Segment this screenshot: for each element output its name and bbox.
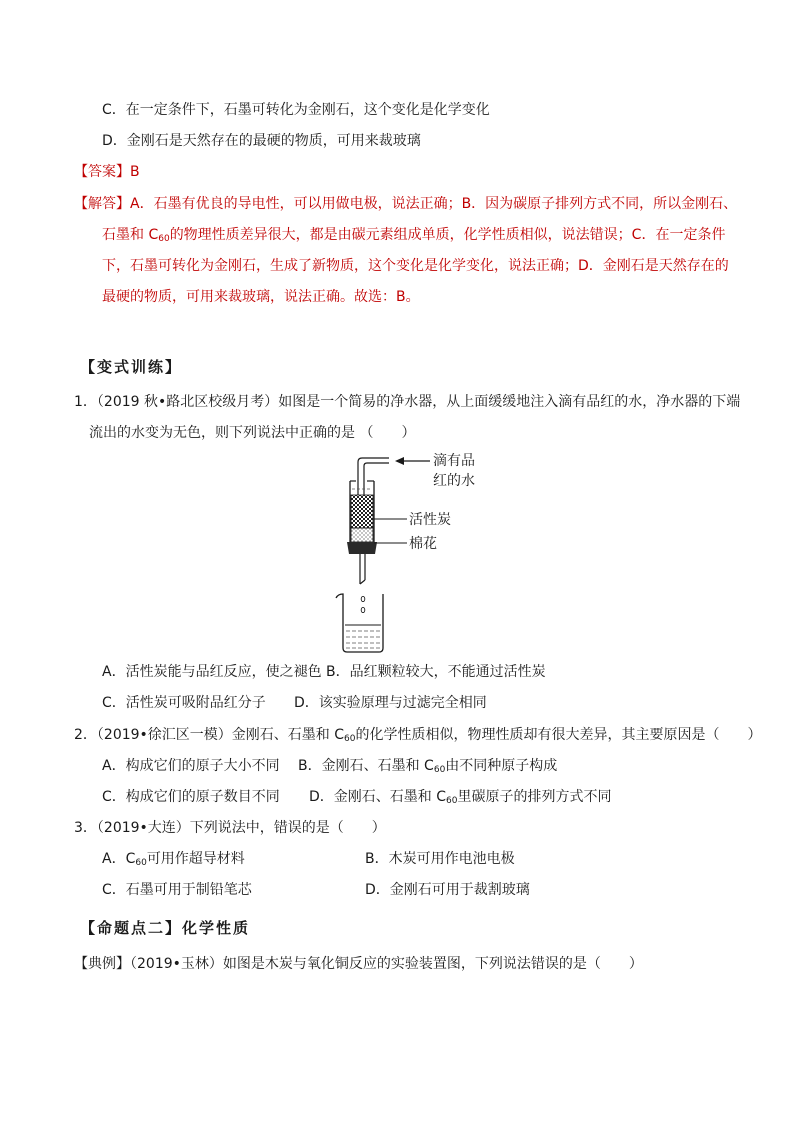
water-drop bbox=[361, 607, 365, 612]
q2-option-b-a: B．金刚石、石墨和 C bbox=[298, 758, 434, 774]
q2-stem-sub: 60 bbox=[344, 734, 356, 744]
example-line bbox=[74, 954, 643, 974]
solution-text-2a: 石墨和 C bbox=[102, 227, 159, 243]
cotton-layer bbox=[351, 528, 373, 542]
answer-line bbox=[74, 162, 140, 182]
q3-option-a-sub: 60 bbox=[135, 858, 147, 868]
rubber-stopper bbox=[347, 542, 377, 554]
q3-option-a-a: A．C bbox=[102, 851, 136, 867]
q2-option-b bbox=[298, 756, 557, 780]
solution-label: 【解答】 bbox=[74, 196, 130, 212]
q2-option-d bbox=[309, 787, 611, 811]
topic2-heading: 【命题点二】化学性质 bbox=[80, 919, 251, 937]
solution-text-1: A．石墨有优良的导电性，可以用做电极，说法正确；B．因为碳原子排列方式不同，所以金刚石、 bbox=[130, 196, 738, 212]
water-drop bbox=[361, 596, 365, 601]
answer-label: 【答案】 bbox=[74, 164, 130, 180]
q3-stem: 3．（2019•大连）下列说法中，错误的是（ ） bbox=[74, 820, 386, 836]
q3-option-d: D．金刚石可用于裁割玻璃 bbox=[365, 882, 530, 898]
q2-option-c: C．构成它们的原子数目不同 bbox=[102, 789, 280, 805]
q2-option-d-sub: 60 bbox=[446, 796, 458, 806]
water-purifier-diagram bbox=[325, 448, 525, 658]
q2-option-a: A．构成它们的原子大小不同 bbox=[102, 758, 280, 774]
variant-training-heading: 【变式训练】 bbox=[80, 358, 183, 376]
label-water-2: 红的水 bbox=[433, 473, 475, 489]
label-cotton: 棉花 bbox=[409, 536, 437, 552]
example-text: （2019•玉林）如图是木炭与氧化铜反应的实验装置图，下列说法错误的是（ ） bbox=[130, 956, 643, 972]
outlet-tip bbox=[360, 580, 365, 584]
label-activated-carbon: 活性炭 bbox=[409, 512, 451, 528]
label-water-1: 滴有品 bbox=[433, 453, 475, 469]
solution-line-2 bbox=[102, 225, 725, 249]
q3-option-a bbox=[102, 849, 245, 873]
q2-option-b-b: 由不同种原子构成 bbox=[445, 758, 558, 774]
q1-option-c: C．活性炭可吸附品红分子 bbox=[102, 695, 266, 711]
q2-option-b-sub: 60 bbox=[433, 765, 446, 775]
arrow-icon bbox=[395, 457, 404, 465]
q2-stem bbox=[74, 725, 761, 749]
q2-stem-b: 的化学性质相似，物理性质却有很大差异，其主要原因是（ ） bbox=[355, 727, 762, 743]
q1-option-d: D．该实验原理与过滤完全相同 bbox=[294, 695, 487, 711]
answer-value: B bbox=[130, 164, 140, 180]
activated-carbon-layer bbox=[351, 495, 373, 528]
solution-line-3: 下，石墨可转化为金刚石，生成了新物质，这个变化是化学变化，说法正确；D．金刚石是天然存在的 bbox=[102, 258, 729, 274]
q1-stem-line-1: 1．（2019 秋•路北区校级月考）如图是一个简易的净水器，从上面缓缓地注入滴有品红的水，净水器的下端 bbox=[74, 394, 741, 410]
prev-option-c: C．在一定条件下，石墨可转化为金刚石，这个变化是化学变化 bbox=[102, 102, 490, 118]
solution-c60-sub: 60 bbox=[158, 234, 170, 244]
prev-option-d: D．金刚石是天然存在的最硬的物质，可用来裁玻璃 bbox=[102, 133, 421, 149]
solution-line-1 bbox=[74, 194, 737, 214]
solution-line-4: 最硬的物质，可用来裁玻璃，说法正确。故选：B。 bbox=[102, 289, 420, 305]
q1-option-ab: A．活性炭能与品红反应，使之褪色 B．品红颗粒较大，不能通过活性炭 bbox=[102, 664, 546, 680]
example-label: 【典例】 bbox=[74, 956, 130, 972]
q3-option-c: C．石墨可用于制铅笔芯 bbox=[102, 882, 252, 898]
q3-option-a-b: 可用作超导材料 bbox=[146, 851, 245, 867]
q3-option-b: B．木炭可用作电池电极 bbox=[365, 851, 515, 867]
q2-stem-a: 2．（2019•徐汇区一模）金刚石、石墨和 C bbox=[74, 727, 345, 743]
q2-option-d-b: 里碳原子的排列方式不同 bbox=[457, 789, 612, 805]
solution-text-2b: 的物理性质差异很大，都是由碳元素组成单质，化学性质相似，说法错误；C．在一定条件 bbox=[169, 227, 726, 243]
q1-stem-line-2: 流出的水变为无色，则下列说法中正确的是 （ ） bbox=[89, 425, 416, 441]
q2-option-d-a: D．金刚石、石墨和 C bbox=[309, 789, 447, 805]
